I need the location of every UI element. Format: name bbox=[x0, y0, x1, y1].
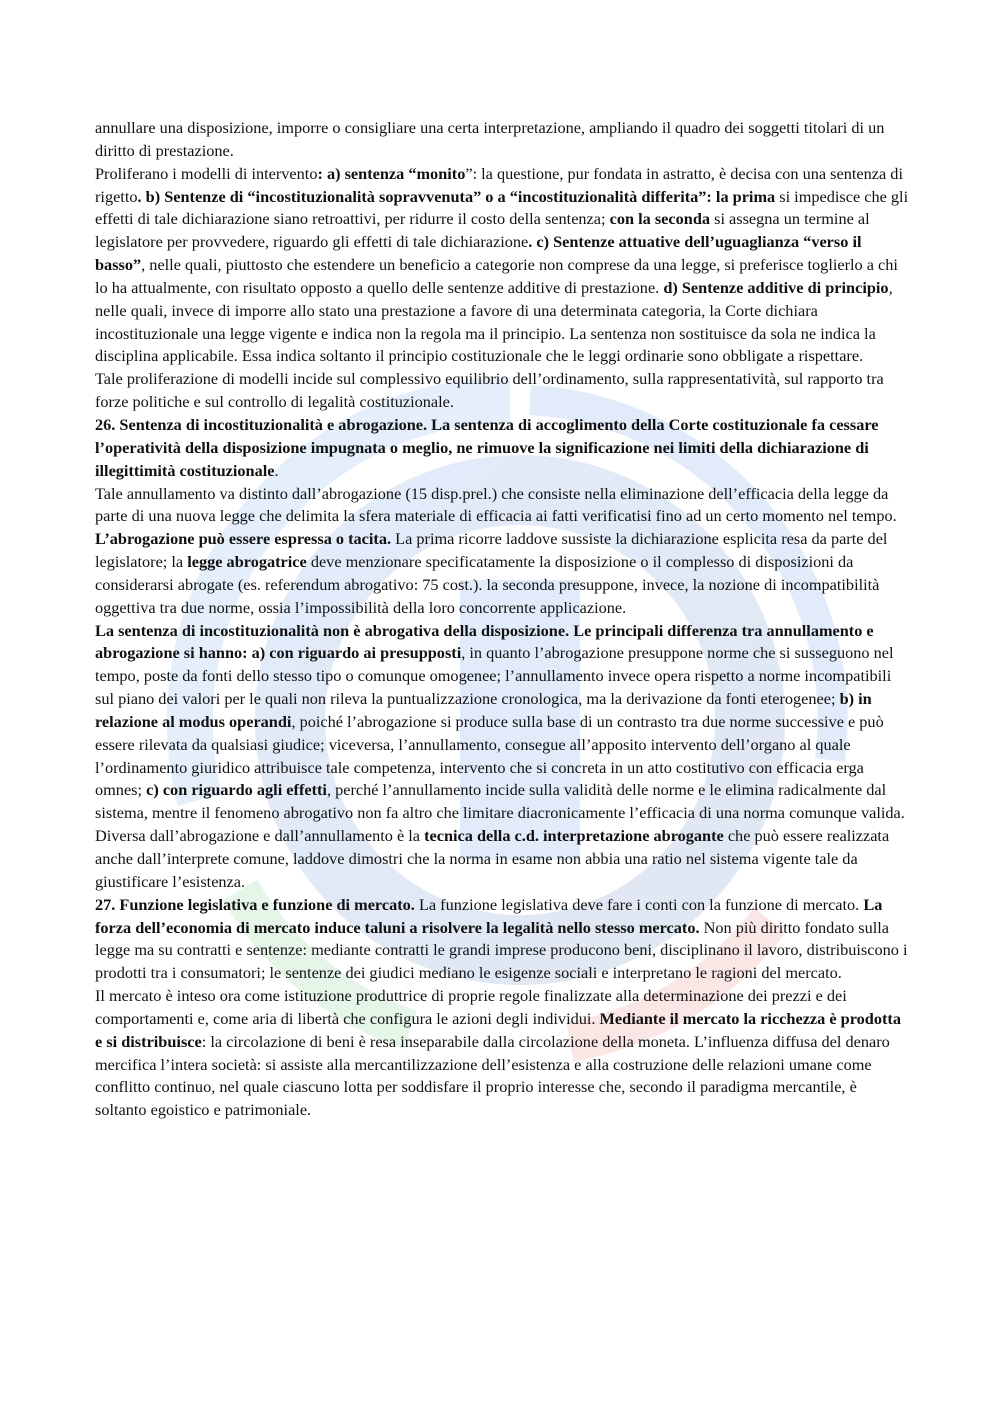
text-run: Non più diritto fondato sulla legge ma su contratti e sentenze: mediante contratti le grandi imprese producono beni, disciplinano il lavoro, distribuiscono i prodotti tra i consumatori; le sentenze dei giudici mediano le esigenze sociali e interpretano le ragioni del mercato. bbox=[95, 917, 908, 983]
paragraph bbox=[95, 483, 910, 620]
bold-text: Mediante il mercato la ricchezza è prodotta e si distribuisce bbox=[95, 1008, 901, 1051]
text-run: deve menzionare specificatamente la disposizione o il complesso di disposizioni da considerarsi abrogate (es. referendum abrogativo: 75 cost.). la seconda presuppone, invece, la nozione di incompatibilità oggettiva tra due norme, ossia l’impossibilità della loro concorrente applicazione. bbox=[95, 552, 880, 617]
text-run: . bbox=[274, 460, 279, 480]
text-run: , nelle quali, piuttosto che estendere un beneficio a categorie non comprese da una legge, si preferisce toglierlo a chi lo ha attualmente, con risultato opposto a quello delle sentenze additive di prestazione. bbox=[95, 255, 898, 297]
bold-text: c) con riguardo agli effetti bbox=[146, 780, 327, 800]
bold-text: d) Sentenze additive di principio bbox=[663, 277, 889, 297]
text-run: , in quanto l’abrogazione presuppone norme che si susseguono nel tempo, poste da fonti dello stesso tipo o comunque omogenee; l’annullamento invece opera rispetto a norme incompatibili sul piano dei valori per le quali non rileva la puntualizzazione cronologica, ma la derivazione da fonti eterogenee; bbox=[95, 643, 894, 709]
bold-text: legge abrogatrice bbox=[187, 552, 307, 572]
text-run: Proliferano i modelli di intervento bbox=[95, 163, 318, 183]
text-run: ”: la questione, pur fondata in astratto, è decisa con una sentenza di rigetto bbox=[95, 163, 903, 206]
text-run: , nelle quali, invece di imporre allo stato una prestazione a favore di una determinata categoria, la Corte dichiara incostituzionale una legge vigente e indica non la regola ma il principio. La sentenza non sostituisce da sola ne indica la disciplina applicabile. Essa indica soltanto il principio costituzionale che le leggi ordinarie sono obbligate a rispettare. bbox=[95, 277, 893, 366]
text-run: Tale annullamento va distinto dall’abrogazione (15 disp.prel.) che consiste nella eliminazione dell’efficacia della legge da parte di una nuova legge che delimita la sfera materiale di efficacia ai fatti verificatisi fino ad un certo momento nel tempo. bbox=[95, 483, 897, 526]
bold-text: . b) Sentenze di “incostituzionalità sopravvenuta” o a “incostituzionalità differita”: la prima bbox=[137, 186, 776, 206]
paragraph bbox=[95, 163, 910, 369]
paragraph bbox=[95, 620, 910, 826]
paragraph bbox=[95, 414, 910, 483]
text-run: annullare una disposizione, imporre o consigliare una certa interpretazione, ampliando il quadro dei soggetti titolari di un diritto di prestazione. bbox=[95, 118, 885, 160]
text-run: , perché l’annullamento incide sulla validità delle norme e le elimina radicalmente dal sistema, mentre il fenomeno abrogativo non fa altro che limitare diacronicamente l’efficacia di una norma comunque valida. bbox=[95, 780, 905, 823]
bold-text: . c) Sentenze attuative dell’uguaglianza “verso il basso” bbox=[95, 232, 862, 275]
text-run: : la circolazione di beni è resa inseparabile dalla circolazione della moneta. L’influenza diffusa del denaro mercifica l’intera società: si assiste alla mercantilizzazione dell’esistenza e alla costruzione delle relazioni umane come conflitto continuo, nel quale ciascuno lotta per soddisfare il proprio interesse che, secondo il paradigma mercantile, è soltanto egoistico e patrimoniale. bbox=[95, 1031, 890, 1120]
bold-text: tecnica della c.d. interpretazione abrogante bbox=[424, 826, 724, 846]
bold-text: 26. Sentenza di incostituzionalità e abrogazione. La sentenza di accoglimento della Corte costituzionale fa cessare l’operatività della disposizione impugnata o meglio, ne rimuove la significazione nei limiti della dichiarazione di illegittimità costituzionale bbox=[95, 414, 879, 480]
text-run: Il mercato è inteso ora come istituzione produttrice di proprie regole finalizzate alla determinazione dei prezzi e dei comportamenti e, come aria di libertà che configura le azioni degli individui. bbox=[95, 986, 847, 1028]
text-run: Diversa dall’abrogazione e dall’annullamento è la bbox=[95, 826, 425, 846]
text-run: si assegna un termine al legislatore per provvedere, riguardo gli effetti di tale dichiarazione bbox=[95, 209, 870, 252]
text-run: si impedisce che gli effetti di tale dichiarazione siano retroattivi, per ridurre il costo della sentenza; bbox=[95, 186, 909, 229]
bold-text: 27. Funzione legislativa e funzione di mercato. bbox=[95, 894, 415, 914]
bold-text: L’abrogazione può essere espressa o tacita. bbox=[95, 529, 392, 549]
bold-text: con la seconda bbox=[609, 209, 711, 229]
paragraph bbox=[95, 894, 910, 985]
paragraph bbox=[95, 985, 910, 1122]
text-run: , poiché l’abrogazione si produce sulla base di un contrasto tra due norme successive e può essere rilevata da qualsiasi giudice; viceversa, l’annullamento, consegue all’apposito intervento dell’organo al quale l’ordinamento giuridico attribuisce tale competenza, intervento che si concreta in un atto costitutivo con efficacia erga omnes; bbox=[95, 711, 884, 800]
text-run: che può essere realizzata anche dall’interprete comune, laddove dimostri che la norma in esame non abbia una ratio nel sistema vigente tale da giustificare l’esistenza. bbox=[95, 826, 890, 891]
paragraph bbox=[95, 825, 910, 894]
text-run: La prima ricorre laddove sussiste la dichiarazione esplicita resa da parte del legislatore; la bbox=[95, 529, 888, 572]
bold-text: b) in relazione al modus operandi bbox=[95, 689, 872, 731]
paragraph bbox=[95, 368, 910, 414]
bold-text: La forza dell’economia di mercato induce taluni a risolvere la legalità nello stesso mercato. bbox=[95, 894, 883, 937]
bold-text: : a) sentenza “monito bbox=[317, 163, 466, 183]
text-run: Tale proliferazione di modelli incide sul complessivo equilibrio dell’ordinamento, sulla rappresentatività, sul rapporto tra forze politiche e sul controllo di legalità costituzionale. bbox=[95, 369, 884, 412]
text-run: La funzione legislativa deve fare i conti con la funzione di mercato. bbox=[414, 894, 864, 914]
paragraph bbox=[95, 117, 910, 163]
document-body bbox=[95, 117, 910, 1122]
bold-text: La sentenza di incostituzionalità non è abrogativa della disposizione. Le principali differenza tra annullamento e abrogazione si hanno: a) con riguardo ai presupposti bbox=[95, 620, 874, 663]
